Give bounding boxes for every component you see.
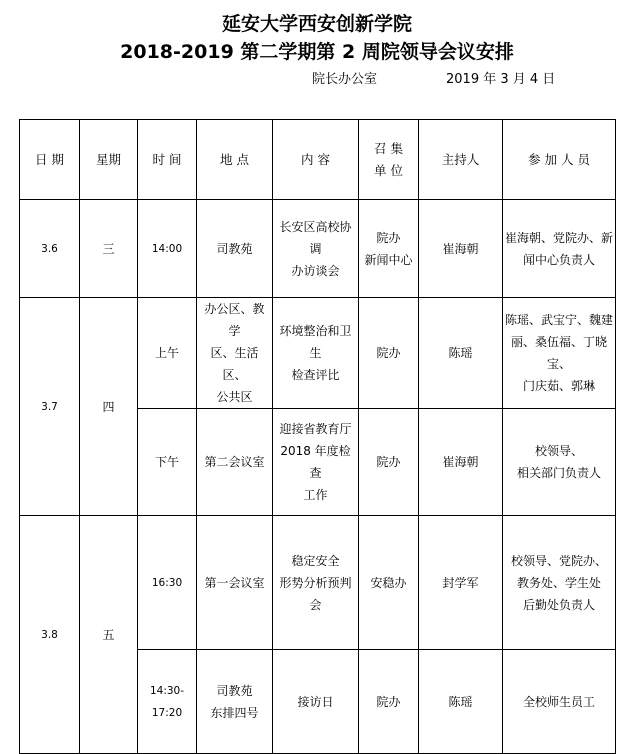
document-title: 延安大学西安创新学院 xyxy=(221,13,412,35)
row-host: 崔海朝 xyxy=(419,409,503,516)
header-host: 主持人 xyxy=(419,120,503,200)
header-row xyxy=(20,120,616,200)
row-date: 3.6 xyxy=(20,200,80,298)
row-content: 稳定安全 形势分析预判会 xyxy=(273,516,359,650)
table-row xyxy=(20,516,616,650)
row-time: 16:30 xyxy=(138,516,197,650)
row-convener: 院办 xyxy=(359,409,419,516)
header-location: 地 点 xyxy=(197,120,273,200)
row-participants: 校领导、 相关部门负责人 xyxy=(503,409,616,516)
issuing-office: 院长办公室 xyxy=(312,72,378,87)
row-time: 下午 xyxy=(138,409,197,516)
row-convener: 院办 xyxy=(359,298,419,409)
row-convener: 安稳办 xyxy=(359,516,419,650)
row-location: 第一会议室 xyxy=(197,516,273,650)
row-content: 长安区高校协调 办访谈会 xyxy=(273,200,359,298)
document-subtitle: 2018-2019 第二学期第 2 周院领导会议安排 xyxy=(120,41,514,63)
row-host: 陈瑶 xyxy=(419,298,503,409)
header-date: 日 期 xyxy=(20,120,80,200)
row-participants: 校领导、党院办、 教务处、学生处 后勤处负责人 xyxy=(503,516,616,650)
row-time: 14:30- 17:20 xyxy=(138,650,197,754)
row-weekday: 四 xyxy=(80,298,138,516)
row-participants: 崔海朝、党院办、新 闻中心负责人 xyxy=(503,200,616,298)
row-weekday: 三 xyxy=(80,200,138,298)
row-time: 14:00 xyxy=(138,200,197,298)
row-host: 封学军 xyxy=(419,516,503,650)
row-content: 环境整治和卫生 检查评比 xyxy=(273,298,359,409)
table-row xyxy=(20,298,616,409)
row-host: 崔海朝 xyxy=(419,200,503,298)
table-row xyxy=(20,200,616,298)
row-time: 上午 xyxy=(138,298,197,409)
row-participants: 全校师生员工 xyxy=(503,650,616,754)
schedule-table xyxy=(19,119,616,754)
row-weekday: 五 xyxy=(80,516,138,754)
issue-date: 2019 年 3 月 4 日 xyxy=(446,72,556,87)
row-participants: 陈瑶、武宝宁、魏建 丽、桑伍福、丁晓宝、 门庆茹、郭琳 xyxy=(503,298,616,409)
header-content: 内 容 xyxy=(273,120,359,200)
row-convener: 院办 新闻中心 xyxy=(359,200,419,298)
row-content: 迎接省教育厅 2018 年度检查 工作 xyxy=(273,409,359,516)
header-time: 时 间 xyxy=(138,120,197,200)
row-content: 接访日 xyxy=(273,650,359,754)
row-date: 3.8 xyxy=(20,516,80,754)
row-convener: 院办 xyxy=(359,650,419,754)
row-date: 3.7 xyxy=(20,298,80,516)
header-participants: 参 加 人 员 xyxy=(503,120,616,200)
row-location: 司教苑 xyxy=(197,200,273,298)
header-convener: 召 集 单 位 xyxy=(359,120,419,200)
row-location: 司教苑 东排四号 xyxy=(197,650,273,754)
header-weekday: 星期 xyxy=(80,120,138,200)
row-location: 第二会议室 xyxy=(197,409,273,516)
row-host: 陈瑶 xyxy=(419,650,503,754)
row-location: 办公区、教学 区、生活区、 公共区 xyxy=(197,298,273,409)
